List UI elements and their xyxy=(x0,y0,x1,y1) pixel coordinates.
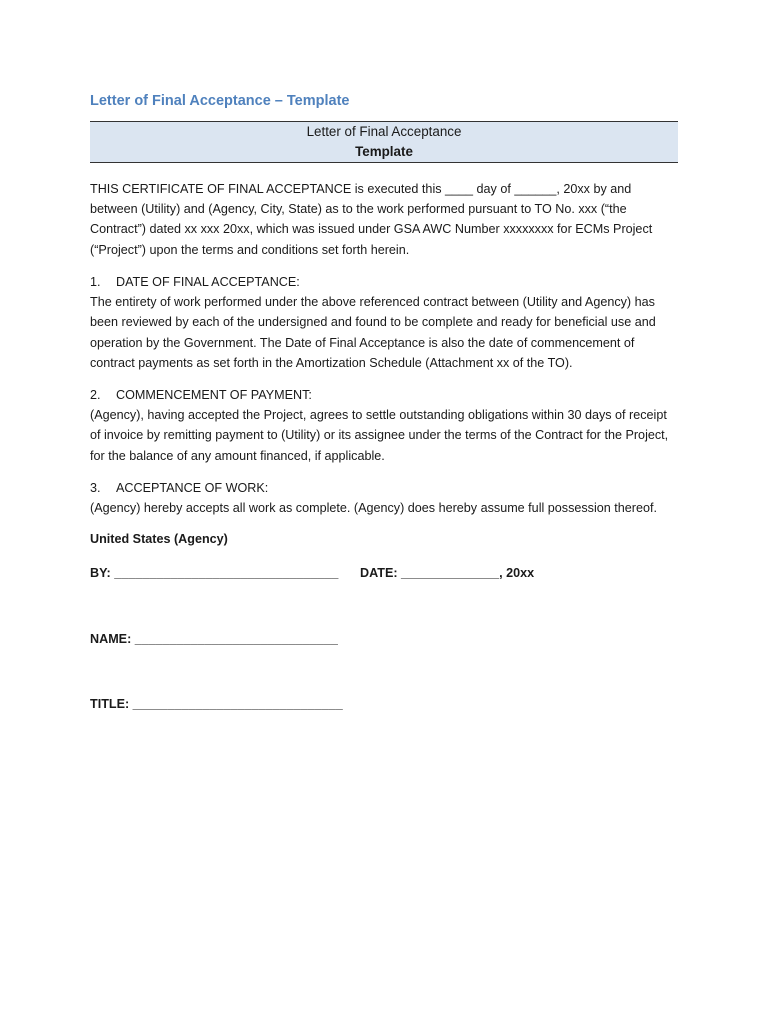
section-heading xyxy=(90,478,680,498)
title-line-2: Template xyxy=(355,144,413,159)
section-number: 1. xyxy=(90,275,101,289)
section-number: 2. xyxy=(90,388,101,402)
intro-paragraph: THIS CERTIFICATE OF FINAL ACCEPTANCE is executed this ____ day of ______, 20xx by and between (Utility) and (Agency, City, State) as to the work performed pursuant to TO No. xxx (“the Contract”) dated xx xxx 20xx, which was issued under GSA AWC Number xxxxxxxx for ECMs Project (“Project”) upon the terms and conditions set forth herein. xyxy=(90,182,653,257)
section-title: DATE OF FINAL ACCEPTANCE: xyxy=(116,275,300,289)
signature-agency-label: United States (Agency) xyxy=(90,532,228,546)
section-acceptance-of-work xyxy=(90,478,680,518)
title-box xyxy=(90,121,678,163)
section-title: ACCEPTANCE OF WORK: xyxy=(116,481,269,495)
section-heading xyxy=(90,272,680,292)
section-text: (Agency), having accepted the Project, agrees to settle outstanding obligations within 30 days of receipt of invoice by remitting payment to (Utility) or its assignee under the terms of the Contract for the Project, for the balance of any amount financed, if applicable. xyxy=(90,408,669,463)
title-line-1: Letter of Final Acceptance xyxy=(306,124,462,139)
section-heading xyxy=(90,385,680,405)
signature-title-line[interactable]: TITLE: ______________________________ xyxy=(90,697,343,711)
section-title: COMMENCEMENT OF PAYMENT: xyxy=(116,388,312,402)
section-commencement-of-payment xyxy=(90,385,680,466)
section-text: (Agency) hereby accepts all work as complete. (Agency) does hereby assume full possession thereof. xyxy=(90,501,657,516)
signature-name-line[interactable]: NAME: _____________________________ xyxy=(90,632,338,646)
section-text: The entirety of work performed under the above referenced contract between (Utility and Agency) has been reviewed by each of the undersigned and found to be complete and ready for beneficial use and operation by the Government. The Date of Final Acceptance is also the date of commencement of contract payments as set forth in the Amortization Schedule (Attachment xx of the TO). xyxy=(90,295,656,370)
document-heading: Letter of Final Acceptance – Template xyxy=(90,93,350,109)
section-date-of-final-acceptance xyxy=(90,272,680,373)
section-number: 3. xyxy=(90,481,101,495)
signature-by-line[interactable]: BY: ________________________________ xyxy=(90,566,339,580)
signature-date-line[interactable]: DATE: ______________, 20xx xyxy=(360,566,535,580)
